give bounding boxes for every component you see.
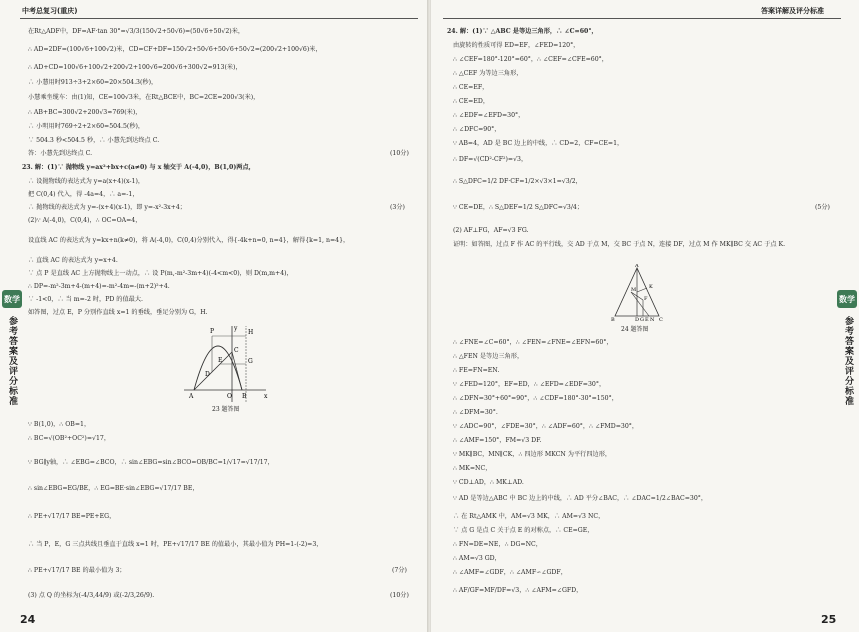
text-line: ∵ B(1,0)，∴ OB=1， [28,421,91,428]
fig-label: M [631,287,637,293]
text-line: 把 C(0,4) 代入，得 -4a=4，∴ a=-1， [28,191,139,198]
text-line: ∴ BC=√(OB²+OC²)=√17， [28,435,111,442]
question-23: 23. 解：(1)∵ 抛物线 y=ax²+bx+c(a≠0) 与 x 轴交于 A(-4,0)，B(1,0)两点， [22,164,255,171]
score: (7分) [392,567,407,574]
text-line: ∴ 当 P，E，G 三点共线且垂直于直线 x=1 时，PE+√17/17 BE 的值最小，其最小值为 PH=1-(-2)=3， [28,541,323,548]
text-line: (3) 点 Q 的坐标为(-4/3,44/9) 或(-2/3,26/9). [28,592,155,599]
right-header: 答案详解及评分标准 [761,7,824,15]
text-line: ∴ 直线 AC 的表达式为 y=x+4. [28,257,118,264]
text-line: 小慧乘坐缆车：由(1)知，CE=100√3米，在Rt△BCE中，BC=2CE=200√3(米)， [28,94,260,101]
fig-label: O [227,393,232,400]
text-line: ∵ AB=4，AD 是 BC 边上的中线，∴ CD=2，CF=CE=1， [453,140,624,147]
text-line: ∴ AB+BC=300√2+200√3≈769(米)， [28,109,142,116]
text-line: ∴ AM=√3 GD， [453,555,501,562]
text-line: ∵ ∠ADC=90°，∠FDE=30°，∴ ∠ADF=60°，∴ ∠FMD=30°， [453,423,639,430]
fig-label: E [645,317,649,322]
text-line: ∴ CE=EF， [453,84,489,91]
text-line: ∴ DP=-m²-3m+4-(m+4)=-m²-4m=-(m+2)²+4. [28,283,170,290]
text-line: ∴ ∠EDF=∠EFD=30°， [453,112,525,119]
text-line: ∴ ∠CEF=180°-120°=60°，∴ ∠CEF=∠CFE=60°， [453,56,608,63]
figure-24-diagram [609,264,665,322]
text-line: ∴ ∠AMF=∠GDF，∴ ∠AMF∽∠GDF， [453,569,567,576]
right-header-rule [443,18,841,19]
text-line: ∴ MK=NC， [453,465,492,472]
text-line: ∴ sin∠EBG=EG/BE，∴ EG=BE·sin∠EBG=√17/17 BE， [28,485,199,492]
fig-label: B [242,393,247,400]
text-line: 如答图，过点 E，P 分别作直线 x=1 的垂线，垂足分别为 G，H. [28,309,208,316]
text-line: 设直线 AC 的表达式为 y=kx+n(k≠0)，将 A(-4,0)，C(0,4)分别代入，得{-4k+n=0, n=4}，解得{k=1, n=4}， [28,237,350,244]
text-line: ∴ ∠DFM=30°. [453,409,498,416]
text-line: ∴ △CEF 为等边三角形， [453,70,523,77]
text-line: ∵ CD⊥AD，∴ MK⊥AD. [453,479,524,486]
text-line: ∴ CE=ED， [453,98,490,105]
fig-label: C [659,317,663,322]
text-line: ∴ 小明用时769÷2+2×60=504.5(秒)， [28,123,145,130]
score: (5分) [815,204,830,211]
text-line: ∵ 504.3 秒<504.5 秒，∴ 小慧先到达终点 C. [28,137,160,144]
text-line: ∴ ∠FNE=∠C=60°，∴ ∠FEN=∠FNE=∠EFN=60°， [453,339,613,346]
right-side-title: 参考答案及评分标准 [843,316,853,406]
fig-label: G [248,358,253,365]
fig-label: F [644,296,648,302]
right-page-number: 25 [821,613,837,626]
fig-label: G [640,317,644,322]
text-line: ∴ AD=2DF=(100√6+100√2)米，CD=CF+DF=150√2+50√6+50√6+50√2=(200√2+100√6)米， [28,46,322,53]
fig-label: H [248,329,254,336]
left-header: 中考总复习(重庆) [22,7,78,15]
text-line: ∴ 在 Rt△AMK 中，AM=√3 MK，∴ AM=√3 NC， [453,513,605,520]
fig-label: D [205,371,210,378]
fig-label: C [234,347,239,354]
text-line: 由旋转的性质可得 ED=EF，∠FED=120°， [453,42,580,49]
question-24: 24. 解：(1)∵ △ABC 是等边三角形，∴ ∠C=60°， [447,28,598,35]
figure-23-diagram [180,322,270,404]
left-header-rule [20,18,418,19]
text-line: ∵ 点 P 是直线 AC 上方抛物线上一动点，∴ 设 P(m,-m²-3m+4)(-4<m<0)，则 D(m,m+4)， [28,270,293,277]
left-page-number: 24 [20,613,36,626]
fig-label: P [210,328,215,335]
text-line: ∴ 抛物线的表达式为 y=-(x+4)(x-1)，即 y=-x²-3x+4； [28,204,186,211]
right-page [431,0,859,632]
figure-24-caption: 24 题答图 [621,326,649,333]
score: (3分) [390,204,405,211]
text-line: ∴ FE=FN=EN. [453,367,500,374]
score: (10分) [390,150,409,157]
fig-label: A [635,264,639,269]
text-line: ∴ ∠DFN=30°+60°=90°，∴ ∠CDF=180°-30°=150°， [453,395,618,402]
fig-label: K [649,284,653,290]
text-line: 证明：如答图，过点 F 作 AC 的平行线，交 AD 于点 M，交 BC 于点 N，连接 DF，过点 M 作 MK∥BC 交 AC 于点 K. [453,241,786,248]
fig-label: B [611,317,615,322]
text-line: ∵ BG∥y轴，∴ ∠EBG=∠BCO，∴ sin∠EBG=sin∠BCO=OB/BC=1/√17=√17/17， [28,459,274,466]
right-subject-tab: 数学 [837,290,857,308]
text-line: ∴ AD+CD=100√6+100√2+200√2+100√6=200√6+300√2≈913(米)， [28,64,242,71]
text-line: ∵ -1<0，∴ 当 m=-2 时，PD 的值最大. [28,296,144,303]
text-line: ∵ CE=DE，∴ S△DEF=1/2 S△DFC=√3/4； [453,204,584,211]
text-line: 在Rt△ADF中，DF=AF·tan 30°=√3/3(150√2+50√6)=(50√6+50√2)米， [28,28,245,35]
text-line: ∴ ∠DFC=90°， [453,126,501,133]
text-line: ∵ 点 G 是点 C 关于点 E 的对称点，∴ CE=GE， [453,527,594,534]
text-line: 答：小慧先到达终点 C. [28,150,93,157]
text-line: ∴ PE+√17/17 BE=PE+EG， [28,513,116,520]
fig-label: A [189,393,194,400]
left-side-title: 参考答案及评分标准 [7,316,17,406]
text-line: ∴ S△DFC=1/2 DF·CF=1/2×√3×1=√3/2， [453,178,582,185]
text-line: ∵ MK∥BC，MN∥CK，∴ 四边形 MKCN 为平行四边形， [453,451,612,458]
fig-label: y [234,325,238,332]
text-line: ∴ ∠AMF=150°，FM=√3 DF. [453,437,542,444]
fig-label: D [635,317,640,322]
text-line: ∴ 设抛物线的表达式为 y=a(x+4)(x-1)， [28,178,145,185]
fig-label: N [650,317,655,322]
fig-label: E [218,357,223,364]
score: (10分) [390,592,409,599]
text-line: ∵ ∠FED=120°，EF=ED，∴ ∠EFD=∠EDF=30°， [453,381,606,388]
left-page [0,0,428,632]
text-line: ∴ PE+√17/17 BE 的最小值为 3； [28,567,126,574]
left-subject-tab: 数学 [2,290,22,308]
text-line: ∴ 小慧用时913÷3+2×60=20×504.3(秒)， [28,79,158,86]
text-line: ∴ △FEN 是等边三角形， [453,353,524,360]
text-line: (2)∵ A(-4,0)，C(0,4)，∴ OC=OA=4， [28,217,142,224]
text-line: ∴ AF/GF=MF/DF=√3，∴ ∠AFM=∠GFD， [453,587,583,594]
text-line: ∴ FN=DE=NE，∴ DG=NC， [453,541,542,548]
figure-23-caption: 23 题答图 [212,406,240,413]
text-line: ∴ DF=√(CD²-CF²)=√3， [453,156,528,163]
text-line: (2) AF⊥FG，AF=√3 FG. [453,227,529,234]
fig-label: x [264,393,268,400]
text-line: ∵ AD 是等边△ABC 中 BC 边上的中线，∴ AD 平分∠BAC，∴ ∠DAC=1/2∠BAC=30°， [453,495,708,502]
